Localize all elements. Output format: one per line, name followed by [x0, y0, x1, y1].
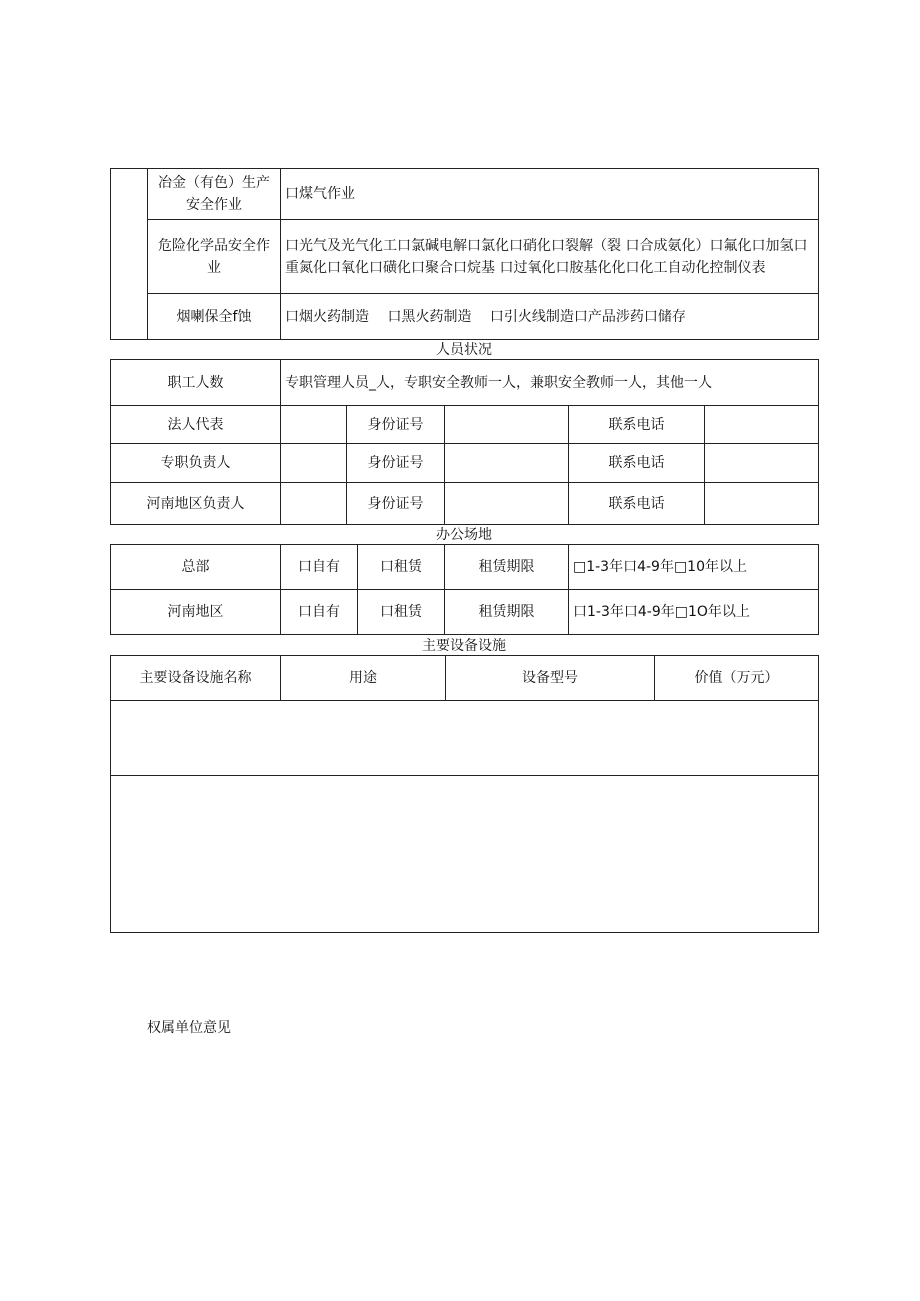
id-label: 身份证号 [347, 406, 445, 444]
staff-count-value: 专职管理人员_人，专职安全教师一人，兼职安全教师一人，其他一人 [281, 360, 819, 406]
category-content: 口烟火药制造 口黑火药制造 口引火线制造口产品涉药口储存 [281, 294, 819, 340]
equipment-header-name: 主要设备设施名称 [111, 656, 281, 701]
role-label: 专职负责人 [111, 444, 281, 483]
category-content: 口煤气作业 [281, 169, 819, 220]
rent-option: 口租赁 [358, 545, 445, 590]
id-label: 身份证号 [347, 444, 445, 483]
lease-term-options: 口1-3年口4-9年□1O年以上 [569, 590, 819, 635]
equipment-table [110, 655, 819, 933]
phone-label: 联系电话 [569, 406, 705, 444]
office-location-label: 河南地区 [111, 590, 281, 635]
id-cell [445, 444, 569, 483]
id-cell [445, 406, 569, 444]
section-title-personnel: 人员状况 [436, 342, 492, 358]
role-label: 法人代表 [111, 406, 281, 444]
equipment-header-model: 设备型号 [446, 656, 655, 701]
industry-table [110, 168, 819, 340]
office-table [110, 544, 819, 635]
left-margin-cell [111, 169, 148, 340]
category-label: 烟喇保全f蚀 [148, 294, 281, 340]
lease-term-label: 租赁期限 [445, 590, 569, 635]
role-label: 河南地区负责人 [111, 483, 281, 525]
phone-cell [705, 406, 819, 444]
staff-count-label: 职工人数 [111, 360, 281, 406]
category-label: 危险化学品安全作业 [148, 220, 281, 294]
phone-label: 联系电话 [569, 444, 705, 483]
id-label: 身份证号 [347, 483, 445, 525]
equipment-header-usage: 用途 [281, 656, 446, 701]
category-label: 冶金（有色）生产安全作业 [148, 169, 281, 220]
lease-term-options: □1-3年口4-9年□10年以上 [569, 545, 819, 590]
own-option: 口自有 [281, 545, 358, 590]
rent-option: 口租赁 [358, 590, 445, 635]
owner-unit-opinion-label: 权属单位意见 [147, 1020, 231, 1036]
section-title-equipment: 主要设备设施 [422, 638, 506, 654]
section-title-office: 办公场地 [436, 527, 492, 543]
id-cell [445, 483, 569, 525]
equipment-blank-row [111, 701, 819, 776]
phone-cell [705, 483, 819, 525]
category-content: 口光气及光气化工口氯碱电解口氯化口硝化口裂解（裂 口合成氨化）口氟化口加氢口重氮化口氧化口磺化口聚合口烷基 口过氧化口胺基化化口化工自动化控制仪表 [281, 220, 819, 294]
phone-label: 联系电话 [569, 483, 705, 525]
personnel-table [110, 359, 819, 525]
phone-cell [705, 444, 819, 483]
office-location-label: 总部 [111, 545, 281, 590]
name-cell [281, 406, 347, 444]
name-cell [281, 483, 347, 525]
equipment-blank-row [111, 776, 819, 933]
equipment-header-value: 价值（万元） [655, 656, 819, 701]
lease-term-label: 租赁期限 [445, 545, 569, 590]
name-cell [281, 444, 347, 483]
own-option: 口自有 [281, 590, 358, 635]
